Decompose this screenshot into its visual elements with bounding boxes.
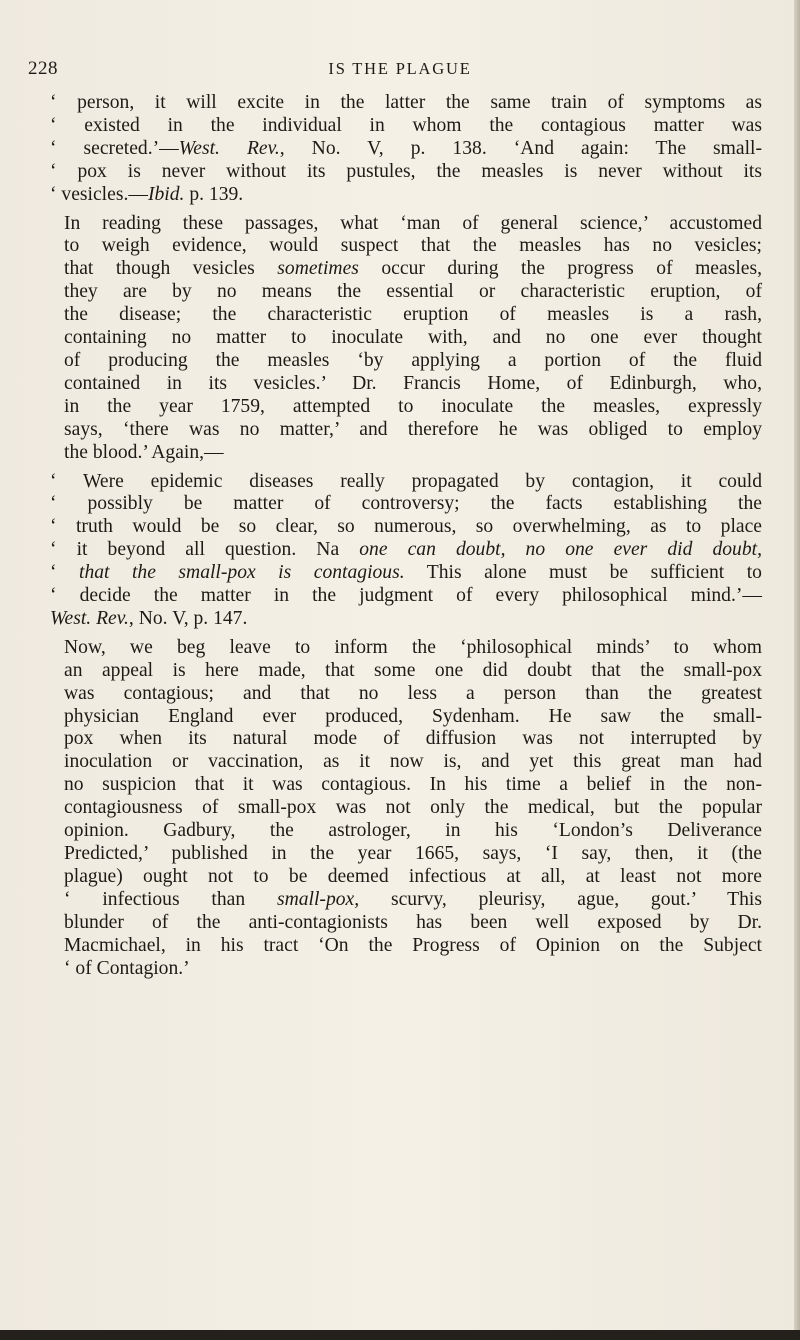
text-line: ‘ infectious than small-pox, scurvy, pleurisy, ague, gout.’ This [64, 888, 762, 910]
text-line: they are by no means the essential or characteristic eruption, of [64, 281, 762, 303]
block-quote [50, 92, 762, 207]
text-line: Macmichael, in his tract ‘On the Progress of Opinion on the Subject [64, 934, 762, 956]
text-line: ‘ that the small-pox is contagious. This alone must be sufficient to [50, 562, 762, 584]
text-line: ‘ decide the matter in the judgment of every philosophical mind.’— [50, 585, 762, 607]
page-number: 228 [28, 58, 58, 79]
text-line: plague) ought not to be deemed infectious at all, at least not more [64, 865, 762, 887]
text-line: opinion. Gadbury, the astrologer, in his ‘London’s Deliverance [64, 820, 762, 842]
text-line: the disease; the characteristic eruption of measles is a rash, [64, 304, 762, 326]
text-line: physician England ever produced, Sydenham. He saw the small- [64, 705, 762, 727]
text-line: Now, we beg leave to inform the ‘philosophical minds’ to whom [64, 636, 762, 658]
text-line: pox when its natural mode of diffusion was not interrupted by [64, 728, 762, 750]
running-head: IS THE PLAGUE [328, 59, 472, 78]
text-line: that though vesicles sometimes occur during the progress of measles, [64, 258, 762, 280]
text-line: in the year 1759, attempted to inoculate the measles, expressly [64, 395, 762, 417]
text-line: contained in its vesicles.’ Dr. Francis Home, of Edinburgh, who, [64, 372, 762, 394]
page-edge [794, 0, 800, 1340]
text-line: In reading these passages, what ‘man of general science,’ accustomed [64, 212, 762, 234]
text-line: ‘ possibly be matter of controversy; the facts establishing the [50, 493, 762, 515]
text-line: says, ‘there was no matter,’ and therefore he was obliged to employ [64, 418, 762, 440]
text-line: no suspicion that it was contagious. In his time a belief in the non- [64, 774, 762, 796]
text-line: West. Rev., No. V, p. 147. [50, 607, 248, 629]
text-line: blunder of the anti-contagionists has been well exposed by Dr. [64, 911, 762, 933]
paragraph [50, 637, 762, 981]
text-line: inoculation or vaccination, as it now is, and yet this great man had [64, 751, 762, 773]
text-line: containing no matter to inoculate with, and no one ever thought [64, 327, 762, 349]
text-line: of producing the measles ‘by applying a portion of the fluid [64, 349, 762, 371]
block-quote [50, 471, 762, 631]
paragraph [50, 213, 762, 465]
text-line: an appeal is here made, that some one did doubt that the small-pox [64, 659, 762, 681]
text-line: ‘ pox is never without its pustules, the measles is never without its [50, 160, 762, 182]
text-line: ‘ person, it will excite in the latter the same train of symptoms as [50, 92, 762, 113]
text-line: ‘ vesicles.—Ibid. p. 139. [50, 183, 244, 205]
text-line: was contagious; and that no less a person than the greatest [64, 682, 762, 704]
text-line: ‘ it beyond all question. Na one can doubt, no one ever did doubt, [50, 539, 762, 561]
page-header [0, 58, 800, 84]
text-line: ‘ secreted.’—West. Rev., No. V, p. 138. ‘And again: The small- [50, 137, 763, 159]
text-line: ‘ existed in the individual in whom the contagious matter was [50, 114, 762, 136]
text-line: contagiousness of small-pox was not only the medical, but the popular [64, 797, 762, 819]
text-line: Predicted,’ published in the year 1665, says, ‘I say, then, it (the [64, 843, 762, 864]
text-line: the blood.’ Again,— [64, 441, 224, 463]
text-line: ‘ Were epidemic diseases really propagated by contagion, it could [50, 470, 762, 492]
text-line: to weigh evidence, would suspect that the measles has no vesicles; [64, 235, 762, 257]
text-line: ‘ of Contagion.’ [64, 957, 190, 979]
text-line: ‘ truth would be so clear, so numerous, so overwhelming, as to place [50, 516, 762, 538]
body-text [50, 92, 762, 980]
scan-bottom-edge [0, 1330, 800, 1340]
